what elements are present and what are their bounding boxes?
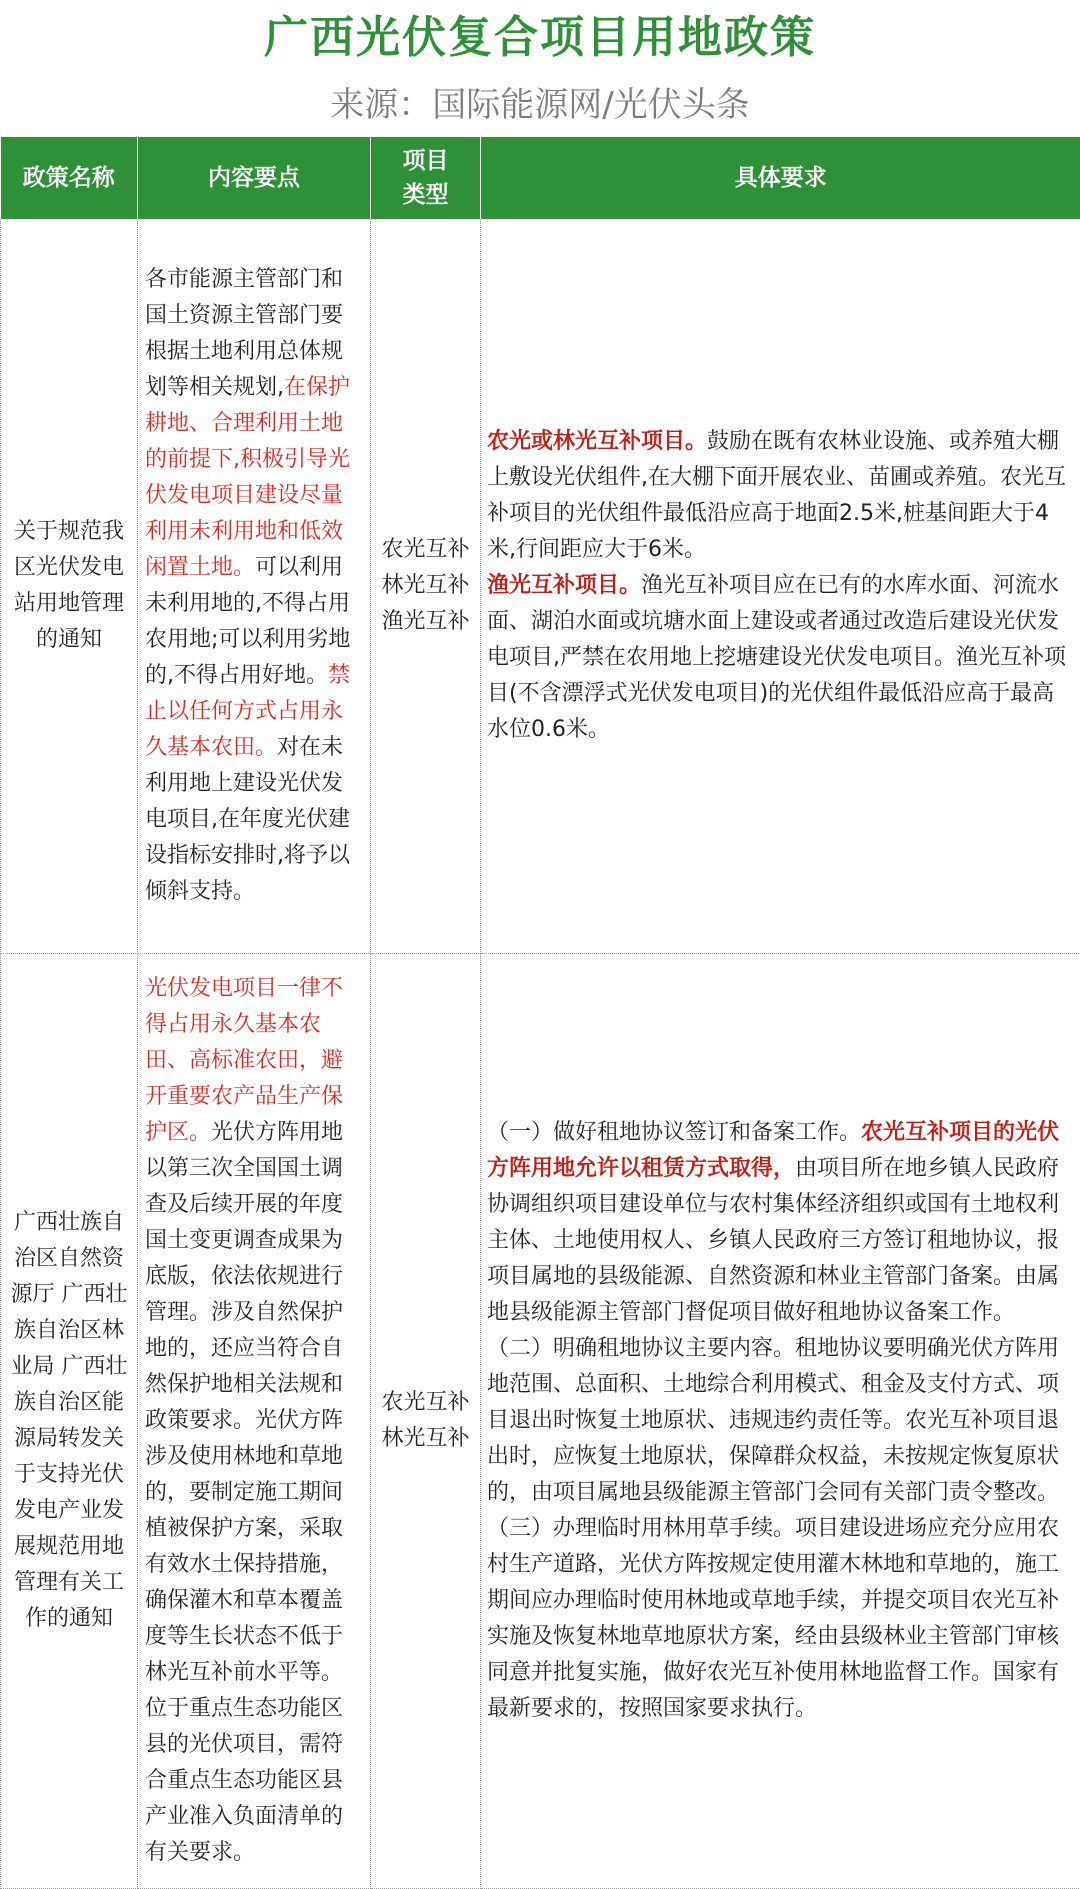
source-line: 来源：国际能源网/光伏头条 [0, 80, 1080, 130]
policy-name-cell: 关于规范我区光伏发电站用地管理的通知 [1, 219, 138, 954]
project-type-item: 林光互补 [375, 1421, 476, 1457]
content-highlight: 禁止以任何方式占用永久基本农田。 [145, 663, 350, 760]
requirement-heading: 渔光互补项目。 [487, 573, 641, 598]
requirement-highlight: 农光互补项目的光伏方阵用地允许以租赁方式取得， [487, 1120, 1059, 1181]
requirement-text: 渔光互补项目应在已有的水库水面、河流水面、湖泊水面或坑塘水面上建设或者通过改造后建设光伏发电项目,严禁在农用地上挖塘建设光伏发电项目。渔光互补项目(不含漂浮式光伏发电项目)的光伏组件最低沿应高于最高水位0.6米。 [487, 573, 1066, 742]
page-title: 广西光伏复合项目用地政策 [0, 8, 1080, 68]
content-text: 对在未利用地上建设光伏发电项目,在年度光伏建设指标安排时,将予以倾斜支持。 [145, 735, 350, 904]
requirement-text: （一）做好租地协议签订和备案工作。 [487, 1120, 861, 1145]
content-cell [138, 954, 371, 1889]
project-type-cell [371, 219, 481, 954]
requirement-text: 由项目所在地乡镇人民政府协调组织项目建设单位与农村集体经济组织或国有土地权利主体、土地使用权人、乡镇人民政府三方签订租地协议，报项目属地的县级能源、自然资源和林业主管部门备案。由属地县级能源主管部门督促项目做好租地协议备案工作。 [487, 1156, 1059, 1325]
project-type-cell [371, 954, 481, 1889]
table-row [1, 219, 1080, 954]
table-row [1, 954, 1080, 1889]
requirement-text: 鼓励在既有农林业设施、或养殖大棚上敷设光伏组件,在大棚下面开展农业、苗圃或养殖。农光互补项目的光伏组件最低沿应高于地面2.5米,桩基间距大于4米,行间距应大于6米。 [487, 429, 1066, 562]
content-text: 各市能源主管部门和国土资源主管部门要根据土地利用总体规划等相关规划, [145, 267, 343, 400]
requirements-cell [481, 954, 1080, 1889]
requirement-heading: 农光或林光互补项目。 [487, 429, 707, 454]
table-header-row [1, 137, 1080, 219]
requirement-paragraph [487, 1115, 1074, 1331]
project-type-item: 农光互补 [375, 532, 476, 568]
policy-table [0, 137, 1080, 1889]
requirement-paragraph: （二）明确租地协议主要内容。租地协议要明确光伏方阵用地范围、总面积、土地综合利用模式、租金及支付方式、项目退出时恢复土地原状、违规违约责任等。农光互补项目退出时，应恢复土地原状，保障群众权益，未按规定恢复原状的，由项目属地县级能源主管部门会同有关部门责令整改。 [487, 1331, 1074, 1511]
requirements-cell [481, 219, 1080, 954]
header-content: 内容要点 [138, 137, 371, 219]
content-highlight: 在保护耕地、合理利用土地的前提下,积极引导光伏发电项目建设尽量利用未利用地和低效闲置土地。 [145, 375, 350, 580]
content-cell [138, 219, 371, 954]
project-type-item: 渔光互补 [375, 604, 476, 640]
project-type-item: 农光互补 [375, 1385, 476, 1421]
project-type-item: 林光互补 [375, 568, 476, 604]
header-type: 项目类型 [371, 137, 481, 219]
content-highlight: 光伏发电项目一律不得占用永久基本农田、高标准农田，避开重要农产品生产保护区。 [145, 976, 343, 1145]
content-text: 光伏方阵用地以第三次全国国土调查及后续开展的年度国土变更调查成果为底版，依法依规进行管理。涉及自然保护地的，还应当符合自然保护地相关法规和政策要求。光伏方阵涉及使用林地和草地的，要制定施工期间植被保护方案，采取有效水土保持措施，确保灌木和草本覆盖度等生长状态不低于林光互补前水平等。位于重点生态功能区县的光伏项目，需符合重点生态功能区县产业准入负面清单的有关要求。 [145, 1120, 343, 1865]
requirement-paragraph: （三）办理临时用林用草手续。项目建设进场应充分应用农村生产道路，光伏方阵按规定使用灌木林地和草地的，施工期间应办理临时使用林地或草地手续，并提交项目农光互补实施及恢复林地草地原状方案，经由县级林业主管部门审核同意并批复实施，做好农光互补使用林地监督工作。国家有最新要求的，按照国家要求执行。 [487, 1511, 1074, 1727]
header-policy-name: 政策名称 [1, 137, 138, 219]
content-text: 可以利用未利用地的,不得占用农用地;可以利用劣地的,不得占用好地。 [145, 555, 350, 688]
header-requirements: 具体要求 [481, 137, 1080, 219]
policy-name-cell: 广西壮族自治区自然资源厅 广西壮族自治区林业局 广西壮族自治区能源局转发关于支持光伏发电产业发展规范用地管理有关工作的通知 [1, 954, 138, 1889]
